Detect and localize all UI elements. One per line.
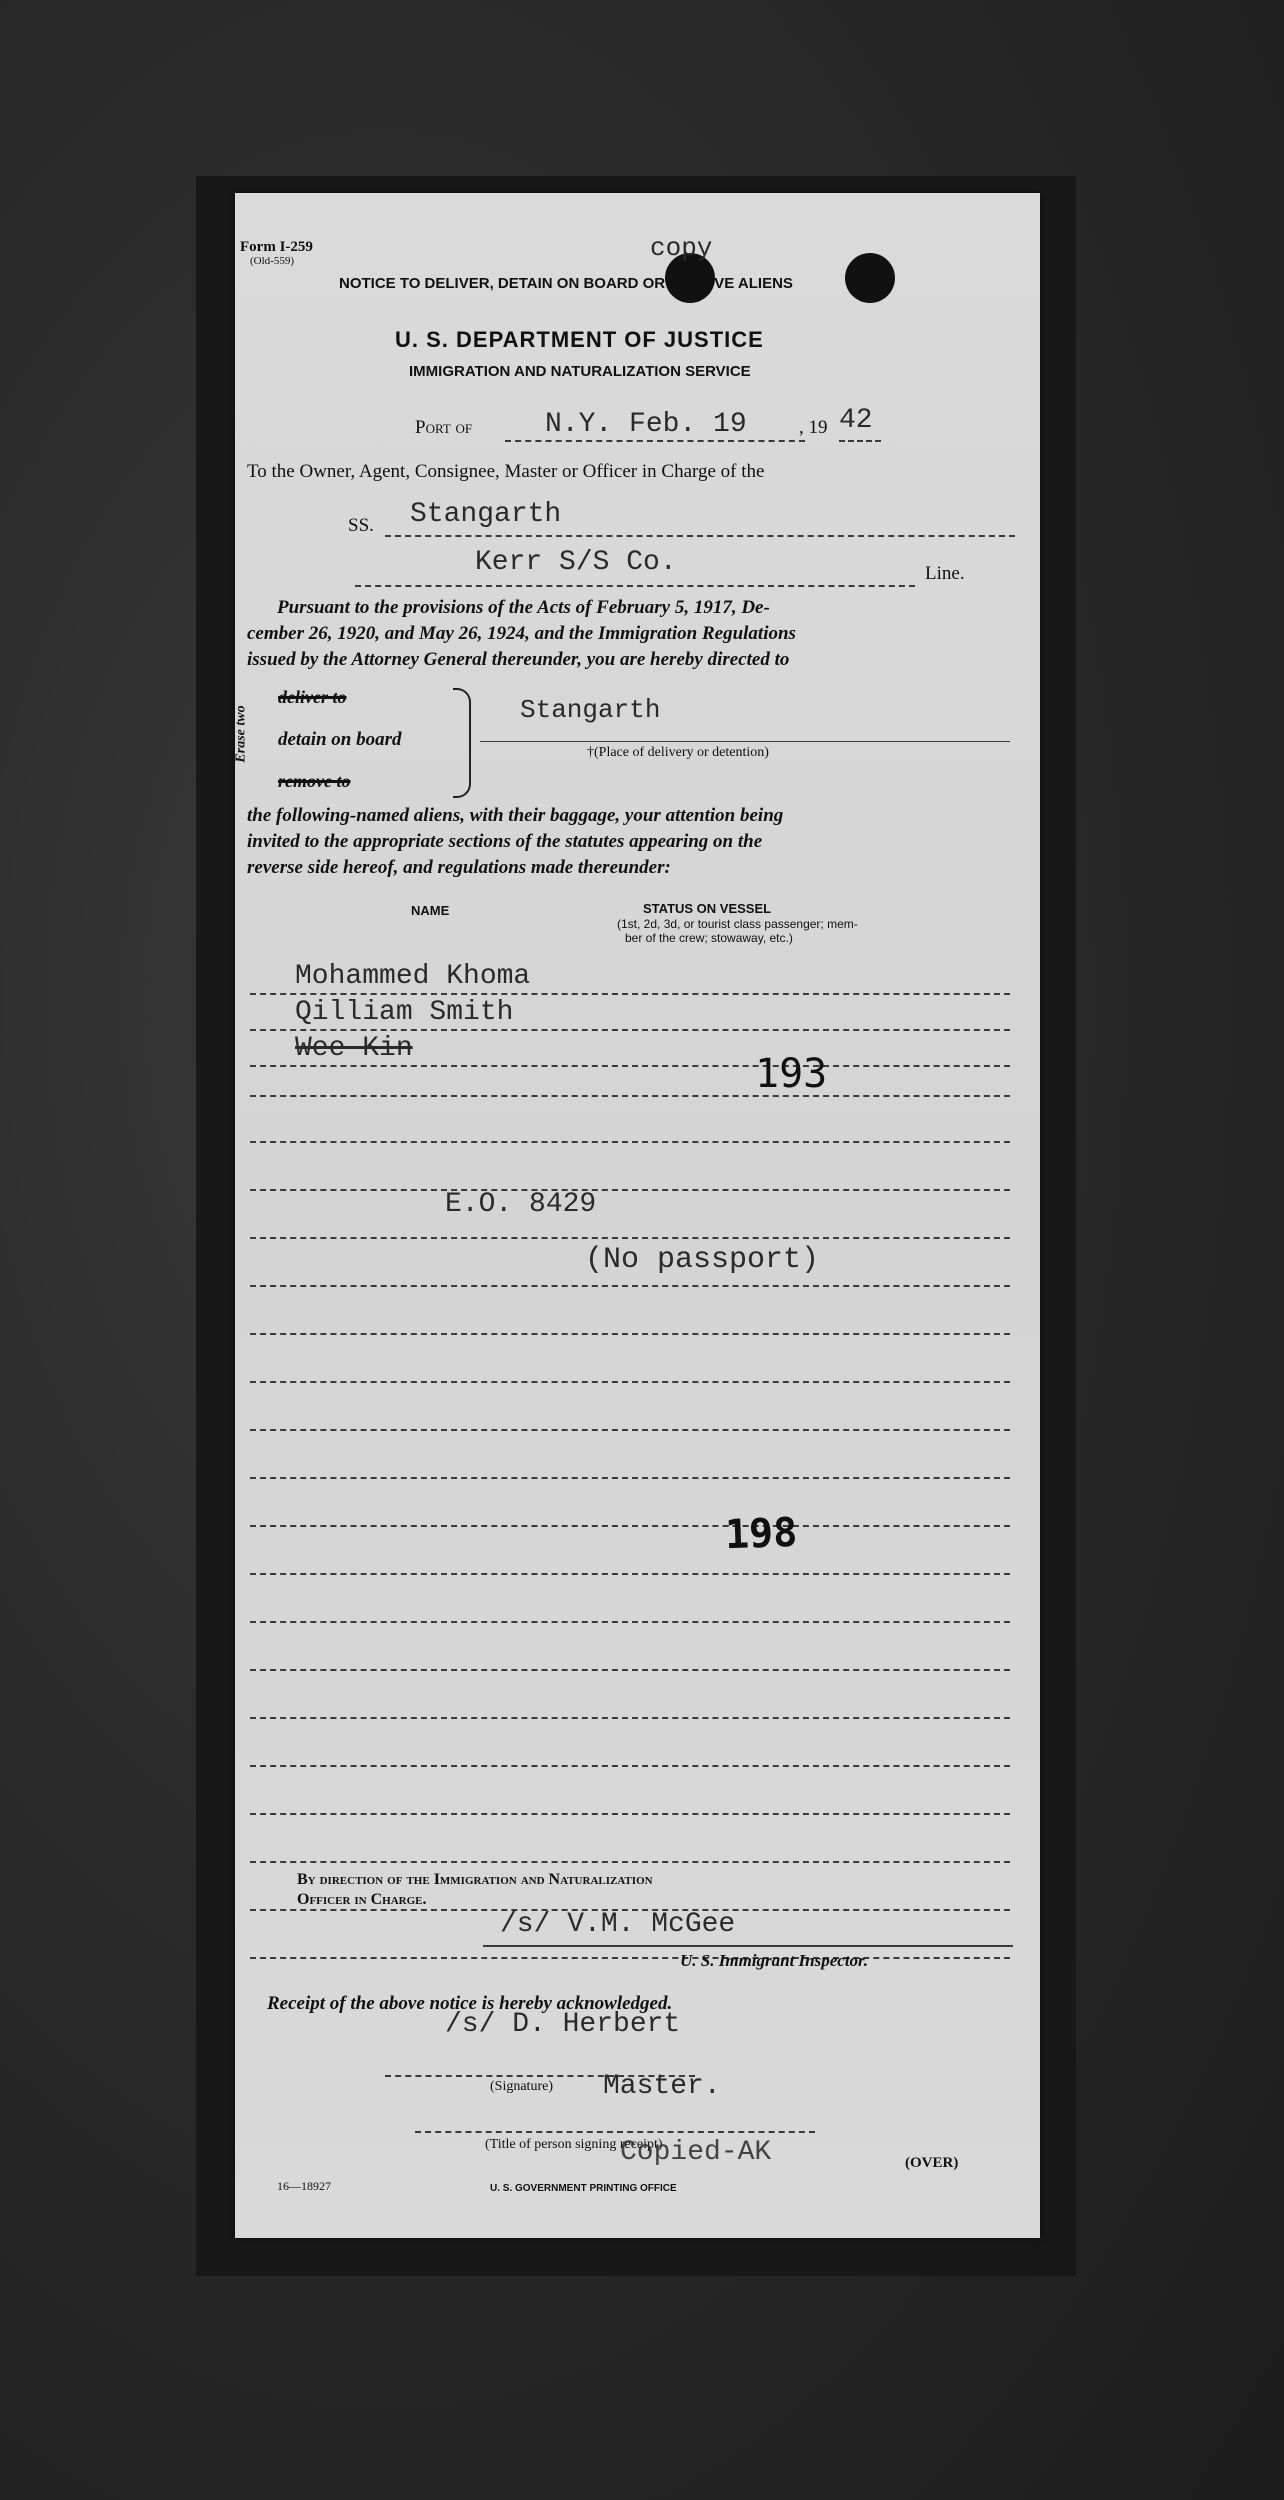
ruled-line: [250, 1141, 1010, 1143]
column-status-note-1: (1st, 2d, 3d, or tourist class passenger; mem-: [617, 917, 858, 931]
punch-hole: [845, 253, 895, 303]
alien-name: Wee Kin: [295, 1033, 413, 1064]
ship-name: Stangarth: [410, 499, 562, 530]
copied-stamp: Copied-AK: [620, 2137, 772, 2168]
ruled-line: [250, 1429, 1010, 1431]
over-note: (OVER): [905, 2155, 959, 2171]
ruled-line: [250, 1285, 1010, 1287]
following-line-1: the following-named aliens, with their baggage, your attention being: [247, 805, 784, 826]
department-title: U. S. DEPARTMENT OF JUSTICE: [395, 327, 764, 352]
stamp-number-198: 198: [724, 1509, 799, 1559]
year-line: [839, 440, 881, 442]
ruled-line: [250, 1813, 1010, 1815]
column-status-note-2: ber of the crew; stowaway, etc.): [625, 931, 793, 945]
alien-name: Mohammed Khoma: [295, 961, 531, 992]
line-company: Kerr S/S Co.: [475, 547, 677, 578]
company-line: [355, 585, 915, 587]
no-passport-note: (No passport): [585, 1243, 820, 1277]
ruled-line: [250, 1861, 1010, 1863]
printer: U. S. GOVERNMENT PRINTING OFFICE: [490, 2183, 677, 2194]
place-value: Stangarth: [520, 695, 661, 725]
option-remove: remove to: [278, 771, 351, 791]
pursuant-line-2: cember 26, 1920, and May 26, 1924, and the Immigration Regulations: [247, 623, 796, 644]
ruled-line: [250, 1669, 1010, 1671]
form-i-259: [235, 193, 1040, 2238]
stamp-number-193: 193: [755, 1051, 828, 1097]
pursuant-line-3: issued by the Attorney General thereunder, you are hereby directed to: [247, 649, 790, 670]
erase-two-note: Erase two: [233, 705, 249, 763]
ruled-line: [250, 1029, 1010, 1031]
inspector-title: U. S. Immigrant Inspector.: [680, 1951, 868, 1970]
ruled-line: [250, 1765, 1010, 1767]
option-detain: detain on board: [278, 729, 402, 750]
port-value: N.Y. Feb. 19: [545, 409, 747, 440]
place-caption: †(Place of delivery or detention): [587, 745, 769, 760]
port-label: Port of: [415, 417, 473, 438]
to-line: To the Owner, Agent, Consignee, Master or Officer in Charge of the: [247, 461, 765, 482]
inspector-signature: /s/ V.M. McGee: [500, 1909, 736, 1940]
ruled-line: [250, 1525, 1010, 1527]
copy-stamp: copy: [650, 233, 713, 263]
pursuant-line-1: Pursuant to the provisions of the Acts of February 5, 1917, De-: [277, 597, 770, 618]
following-line-3: reverse side hereof, and regulations made thereunder:: [247, 857, 671, 878]
print-code: 16—18927: [277, 2179, 331, 2193]
service-title: IMMIGRATION AND NATURALIZATION SERVICE: [409, 363, 751, 380]
ship-line: [385, 535, 1015, 537]
form-number: Form I-259: [240, 239, 313, 255]
by-direction-line-2: Officer in Charge.: [297, 1891, 427, 1908]
ruled-line: [250, 1237, 1010, 1239]
options-brace: [453, 688, 471, 798]
year-prefix: , 19: [799, 417, 828, 438]
title-line: [415, 2131, 815, 2133]
title-caption: (Title of person signing receipt): [485, 2137, 663, 2152]
following-line-2: invited to the appropriate sections of the statutes appearing on the: [247, 831, 763, 852]
notice-title: NOTICE TO DELIVER, DETAIN ON BOARD OR REMOVE ALIENS: [339, 275, 793, 292]
master-signature: /s/ D. Herbert: [445, 2009, 681, 2040]
inspector-line: [483, 1945, 1013, 1947]
column-status: STATUS ON VESSEL: [643, 901, 772, 916]
by-direction-line-1: By direction of the Immigration and Naturalization: [297, 1871, 653, 1888]
line-label: Line.: [925, 563, 965, 584]
ss-label: SS.: [348, 515, 374, 536]
ruled-line: [250, 1189, 1010, 1191]
ruled-line: [250, 1333, 1010, 1335]
ruled-line: [250, 1717, 1010, 1719]
ruled-line: [250, 1573, 1010, 1575]
old-form-number: (Old-559): [250, 255, 294, 267]
year-value: 42: [839, 405, 873, 436]
port-line: [505, 440, 805, 442]
ruled-line: [250, 1957, 1010, 1959]
master-title: Master.: [603, 2071, 721, 2102]
place-line: [480, 741, 1010, 742]
executive-order: E.O. 8429: [445, 1189, 597, 1220]
ruled-line: [250, 1621, 1010, 1623]
ruled-line: [250, 993, 1010, 995]
alien-name: Qilliam Smith: [295, 997, 514, 1028]
ruled-line: [250, 1095, 1010, 1097]
ruled-line: [250, 1065, 1010, 1067]
option-deliver: deliver to: [278, 687, 347, 707]
column-name: NAME: [411, 903, 450, 918]
ruled-line: [250, 1381, 1010, 1383]
signature-label: (Signature): [490, 2079, 553, 2094]
receipt-text: Receipt of the above notice is hereby acknowledged.: [267, 1993, 673, 2014]
ruled-line: [250, 1477, 1010, 1479]
